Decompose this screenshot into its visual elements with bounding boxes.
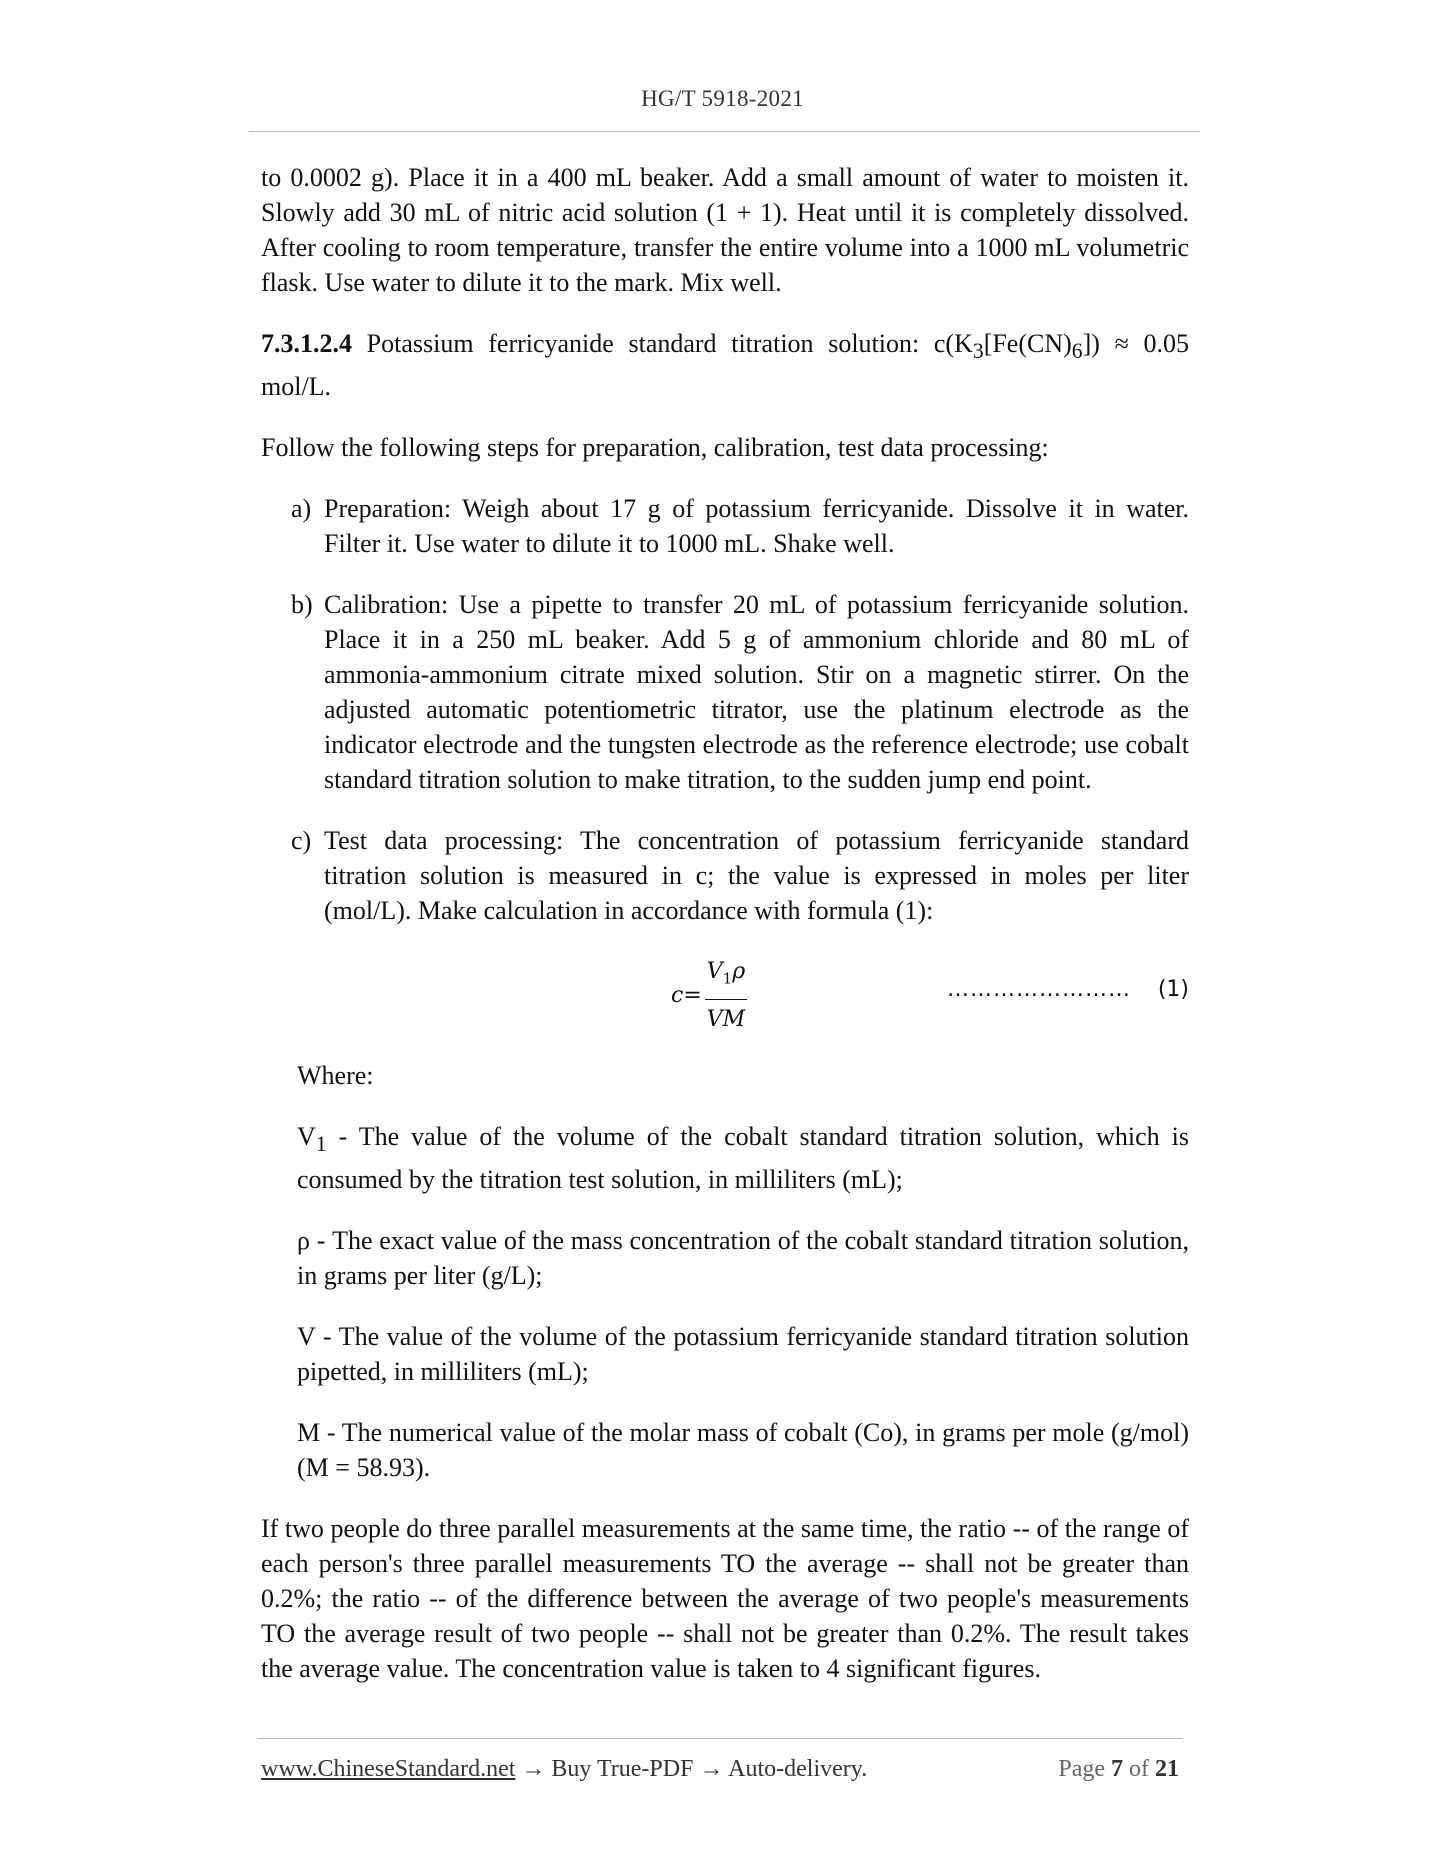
page-indicator (1058, 1756, 1179, 1783)
step-text: Preparation: Weigh about 17 g of potassium ferricyanide. Dissolve it in water. Filter it. Use water to dilute it to 1000 mL. Shake well. (324, 494, 1189, 559)
site-link[interactable]: www.ChineseStandard.net (261, 1756, 516, 1782)
definition-symbol: M (297, 1418, 321, 1448)
definition-m (297, 1415, 1189, 1485)
arrow-icon: → (521, 1756, 546, 1782)
formula-1 (261, 954, 1189, 1032)
clause-title-before: Potassium ferricyanide standard titration solution: c(K (366, 329, 973, 358)
page-total: 21 (1155, 1756, 1179, 1782)
formula-equals: = (683, 982, 702, 1008)
intro-paragraph: to 0.0002 g). Place it in a 400 mL beaker. Add a small amount of water to moisten it. Slowly add 30 mL of nitric acid solution (1 + 1). Heat until it is completely dissolved. After cooling to room temperature, transfer the entire volume into a 1000 mL volumetric flask. Use water to dilute it to the mark. Mix well. (261, 163, 1189, 297)
definition-symbol-sub: 1 (315, 1132, 327, 1157)
formula-lhs: c (671, 982, 684, 1008)
step-label: a) (291, 494, 312, 524)
step-text: Test data processing: The concentration of potassium ferricyanide standard titration solution is measured in c; the value is expressed in moles per liter (mol/L). Make calculation in accordance with formula (1): (324, 826, 1189, 926)
page-content (261, 160, 1189, 1712)
footer-links (261, 1756, 867, 1783)
definition-symbol: V (297, 1322, 316, 1352)
definition-symbol: ρ (297, 1226, 310, 1256)
definition-symbol: V (297, 1122, 316, 1152)
step-text: Calibration: Use a pipette to transfer 20 mL of potassium ferricyanide solution. Place it in a 250 mL beaker. Add 5 g of ammonium chloride and 80 mL of ammonia-ammonium citrate mixed solution. Stir on a magnetic stirrer. On the adjusted automatic potentiometric titrator, use the platinum electrode as the indicator electrode and the tungsten electrode as the reference electrode; use cobalt standard titration solution to make titration, to the sudden jump end point. (324, 590, 1189, 795)
step-item-a (291, 491, 1189, 561)
clause-sub-1: 3 (972, 339, 984, 364)
buy-text: Buy True-PDF (551, 1756, 694, 1782)
definition-text: - The exact value of the mass concentration of the cobalt standard titration solution, in grams per liter (g/L); (297, 1226, 1189, 1291)
page-label: Page (1058, 1756, 1105, 1782)
footer-divider (258, 1738, 1183, 1739)
formula-number: (1) (1157, 977, 1189, 1003)
step-label: c) (291, 826, 312, 856)
clause-title-mid: [Fe(CN) (983, 329, 1072, 358)
definition-v1 (297, 1119, 1189, 1197)
clause-number: 7.3.1.2.4 (261, 329, 352, 358)
delivery-text: Auto-delivery. (728, 1756, 868, 1782)
definition-v (297, 1319, 1189, 1389)
document-header: HG/T 5918-2021 (641, 86, 804, 111)
definition-text: - The value of the volume of the cobalt standard titration solution, which is consumed by the titration test solution, in milliliters (mL); (297, 1122, 1189, 1195)
page-current: 7 (1111, 1756, 1123, 1782)
header-divider (249, 131, 1200, 132)
step-item-b (291, 587, 1189, 797)
formula-numerator (705, 954, 747, 999)
clause-sub-2: 6 (1071, 339, 1083, 364)
formula-denominator: VM (706, 1006, 746, 1032)
closing-paragraph: If two people do three parallel measurements at the same time, the ratio -- of the range of each person's three parallel measurements TO the average -- shall not be greater than 0.2%; the ratio -- of the difference between the average of two people's measurements TO the average result of two people -- shall not be greater than 0.2%. The result takes the average value. The concentration value is taken to 4 significant figures. (261, 1514, 1189, 1684)
definition-rho (297, 1223, 1189, 1293)
step-item-c (291, 823, 1189, 928)
formula-leader-dots: …………………… (947, 977, 1131, 1003)
formula-num-rho: ρ (732, 959, 746, 985)
step-label: b) (291, 590, 313, 620)
formula-expression (671, 954, 747, 1036)
formula-num-var: V (706, 959, 723, 985)
definition-text: - The numerical value of the molar mass of cobalt (Co), in grams per mole (g/mol) (M = 58.93). (297, 1418, 1189, 1483)
formula-fraction (705, 954, 747, 1036)
definition-text: - The value of the volume of the potassium ferricyanide standard titration solution pipetted, in milliliters (mL); (297, 1322, 1189, 1387)
formula-num-sub: 1 (722, 969, 733, 988)
where-label: Where: (297, 1061, 374, 1091)
clause-title-after: ]) ≈ 0.05 mol/L. (261, 329, 1190, 402)
steps-intro: Follow the following steps for preparation, calibration, test data processing: (261, 433, 1049, 463)
clause-heading (261, 326, 1189, 404)
page-of: of (1129, 1756, 1149, 1782)
arrow-icon: → (699, 1756, 724, 1782)
